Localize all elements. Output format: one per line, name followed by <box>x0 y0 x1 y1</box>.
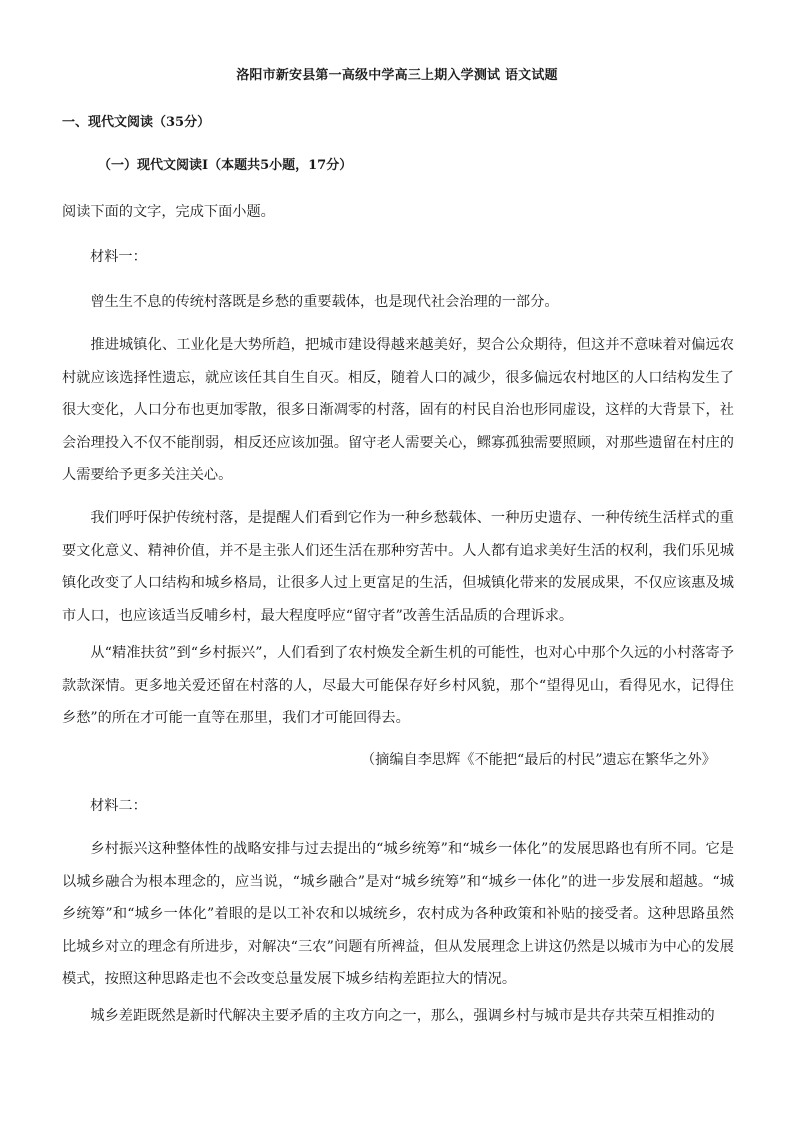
material1-paragraph-4: 从“精准扶贫”到“乡村振兴”，人们看到了农村焕发全新生机的可能性，也对心中那个久远的小村落寄予款款深情。更多地关爱还留在村落的人，尽最大可能保存好乡村风貌，那个“望得见山，看得见水，记得住乡愁”的所在才可能一直等在那里，我们才可能回得去。 <box>62 645 734 727</box>
material2-label: 材料二： <box>90 798 147 814</box>
material1-source: （摘编自李思辉《不能把“最后的村民”遗忘在繁华之外》 <box>360 752 716 768</box>
material1-paragraph-2: 推进城镇化、工业化是大势所趋，把城市建设得越来越美好，契合公众期待，但这并不意味着对偏远农村就应该选择性遗忘，就应该任其自生自灭。相反，随着人口的减少，很多偏远农村地区的人口结构发生了很大变化，人口分布也更加零散，很多日渐凋零的村落，固有的村民自治也形同虚设，这样的大背景下，社会治理投入不仅不能削弱，相反还应该加强。留守老人需要关心，鳏寡孤独需要照顾，对那些遗留在村庄的人需要给予更多关注关心。 <box>62 337 734 484</box>
subsection-heading: （一）现代文阅读Ⅰ（本题共5小题，17分） <box>98 158 353 173</box>
instruction-text: 阅读下面的文字，完成下面小题。 <box>62 204 275 220</box>
material2-paragraph-1: 乡村振兴这种整体性的战略安排与过去提出的“城乡统筹”和“城乡一体化”的发展思路也有所不同。它是以城乡融合为根本理念的，应当说，“城乡融合”是对“城乡统筹”和“城乡一体化”的进一步发展和超越。“城乡统筹”和“城乡一体化”着眼的是以工补农和以城统乡，农村成为各种政策和补贴的接受者。这种思路虽然比城乡对立的理念有所进步，对解决“三农”问题有所裨益，但从发展理念上讲这仍然是以城市为中心的发展模式，按照这种思路走也不会改变总量发展下城乡结构差距拉大的情况。 <box>62 841 734 988</box>
material1-label: 材料一： <box>90 249 147 265</box>
material1-paragraph-1: 曾生生不息的传统村落既是乡愁的重要载体，也是现代社会治理的一部分。 <box>90 294 559 310</box>
exam-title: 洛阳市新安县第一高级中学高三上期入学测试 语文试题 <box>236 68 558 83</box>
material2-paragraph-2: 城乡差距既然是新时代解决主要矛盾的主攻方向之一，那么，强调乡村与城市是共存共荣互相推动的 <box>90 1008 715 1024</box>
material1-paragraph-3: 我们呼吁保护传统村落，是提醒人们看到它作为一种乡愁载体、一种历史遗存、一种传统生活样式的重要文化意义、精神价值，并不是主张人们还生活在那种穷苦中。人人都有追求美好生活的权利，我们乐见城镇化改变了人口结构和城乡格局，让很多人过上更富足的生活，但城镇化带来的发展成果，不仅应该惠及城市人口，也应该适当反哺乡村，最大程度呼应“留守者”改善生活品质的合理诉求。 <box>62 510 734 624</box>
section-heading: 一、现代文阅读（35分） <box>62 115 211 130</box>
